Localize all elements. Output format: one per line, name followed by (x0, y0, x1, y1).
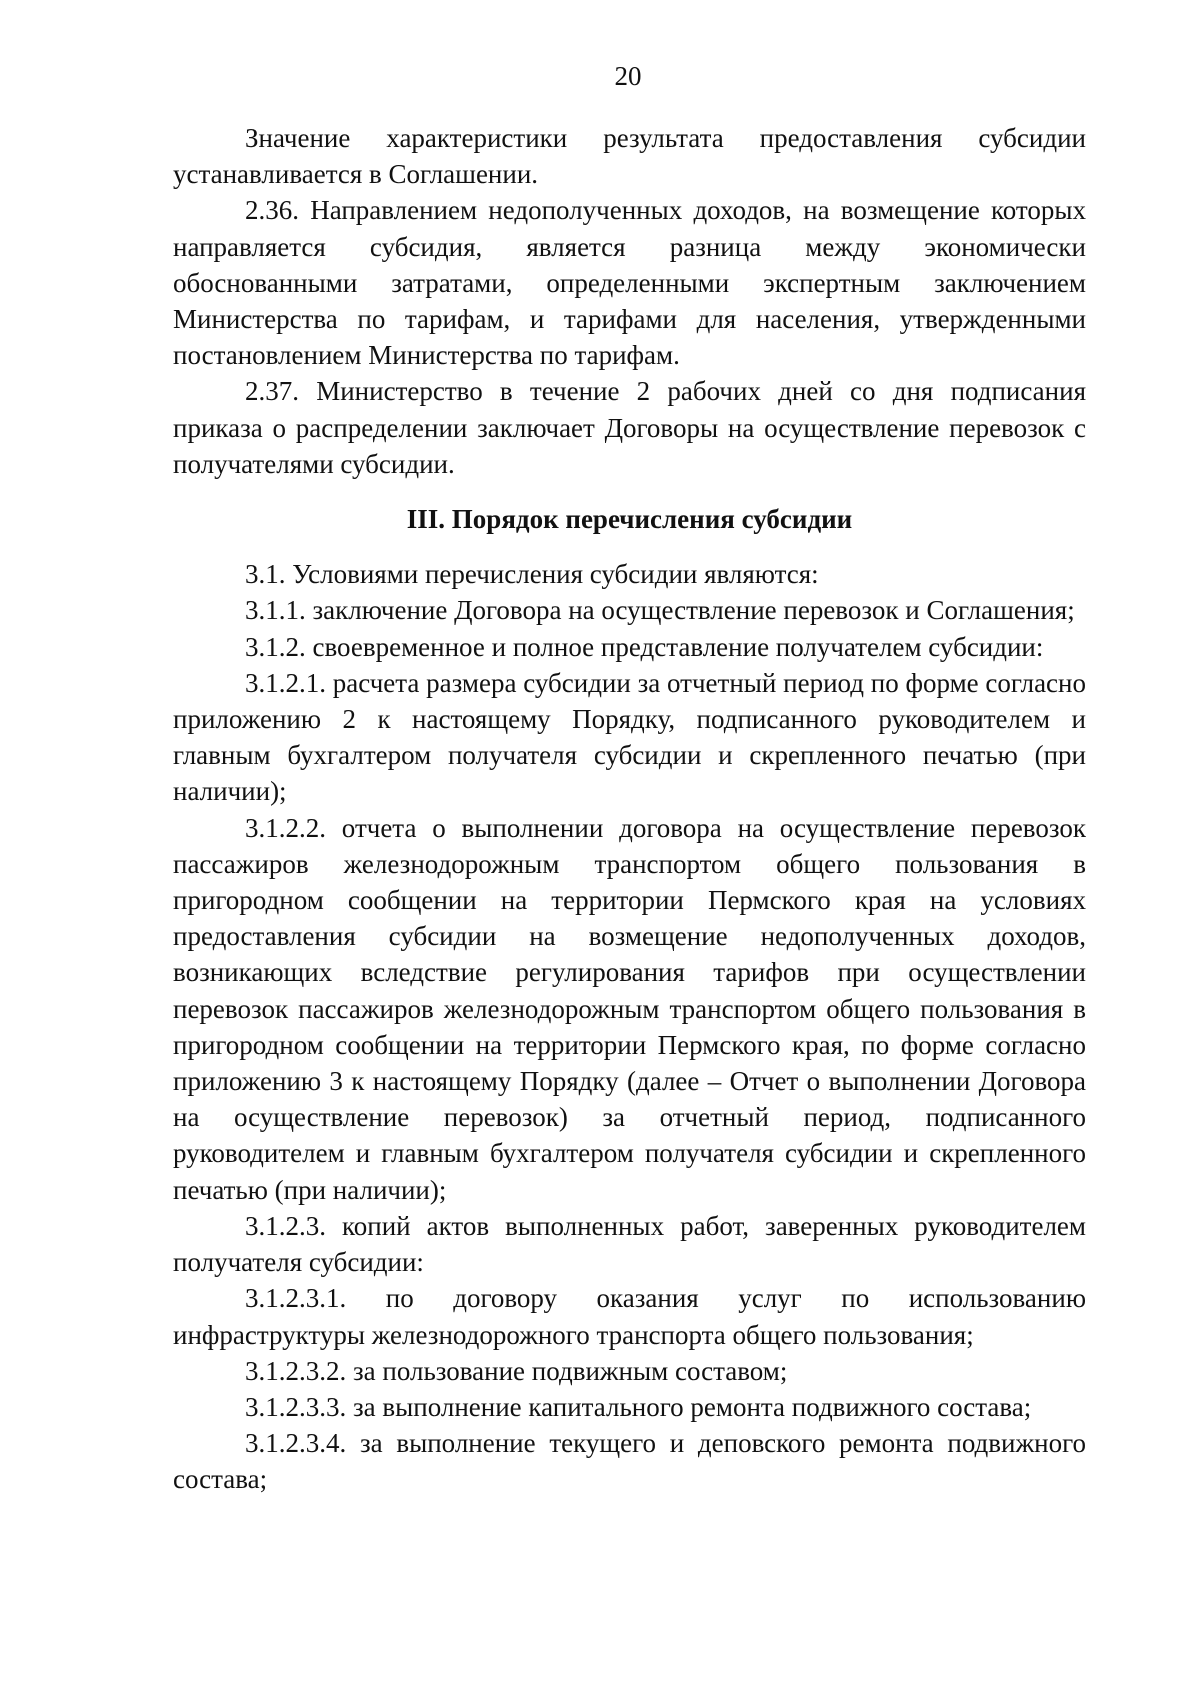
paragraph-3-1-1: 3.1.1. заключение Договора на осуществление перевозок и Соглашения; (245, 595, 1075, 626)
paragraph-result-characteristic: Значение характеристики результата предоставления субсидии устанавливается в Соглашении. (173, 123, 1086, 190)
page-number: 20 (614, 61, 642, 91)
paragraph-3-1-2-3: 3.1.2.3. копий актов выполненных работ, заверенных руководителем получателя субсидии: (173, 1210, 1086, 1278)
section-heading: III. Порядок перечисления субсидии (406, 504, 853, 535)
paragraph-3-1-2-1: 3.1.2.1. расчета размера субсидии за отчетный период по форме согласно приложению 2 к настоящему Порядку, подписанного руководителем и главным бухгалтером получателя субсидии и скрепленного печатью (при наличии); (173, 667, 1086, 807)
paragraph-2-37: 2.37. Министерство в течение 2 рабочих дней со дня подписания приказа о распределении заключает Договоры на осуществление перевозок с получателями субсидии. (173, 376, 1086, 479)
paragraph-2-36: 2.36. Направлением недополученных доходов, на возмещение которых направляется субсидия, является разница между экономически обоснованными затратами, определенными экспертным заключением Министерства по тарифам, и тарифами для населения, утвержденными постановлением Министерства по тарифам. (173, 195, 1086, 371)
paragraph-3-1: 3.1. Условиями перечисления субсидии являются: (245, 559, 819, 590)
document-body (173, 120, 1086, 1498)
paragraph-3-1-2-3-3: 3.1.2.3.3. за выполнение капитального ремонта подвижного состава; (245, 1391, 1032, 1422)
paragraph-3-1-2-3-2: 3.1.2.3.2. за пользование подвижным составом; (245, 1355, 788, 1386)
paragraph-3-1-2-2: 3.1.2.2. отчета о выполнении договора на осуществление перевозок пассажиров железнодорожным транспортом общего пользования в пригородном сообщении на территории Пермского края на условиях предоставления субсидии на возмещение недополученных доходов, возникающих вследствие регулирования тарифов при осуществлении перевозок пассажиров железнодорожным транспортом общего пользования в пригородном сообщении на территории Пермского края, по форме согласно приложению 3 к настоящему Порядку (далее – Отчет о выполнении Договора на осуществление перевозок) за отчетный период, подписанного руководителем и главным бухгалтером получателя субсидии и скрепленного печатью (при наличии); (173, 812, 1086, 1205)
paragraph-3-1-2: 3.1.2. своевременное и полное представление получателем субсидии: (245, 631, 1044, 662)
paragraph-3-1-2-3-1: 3.1.2.3.1. по договору оказания услуг по использованию инфраструктуры железнодорожного транспорта общего пользования; (173, 1283, 1086, 1350)
paragraph-3-1-2-3-4: 3.1.2.3.4. за выполнение текущего и деповского ремонта подвижного состава; (173, 1428, 1086, 1495)
